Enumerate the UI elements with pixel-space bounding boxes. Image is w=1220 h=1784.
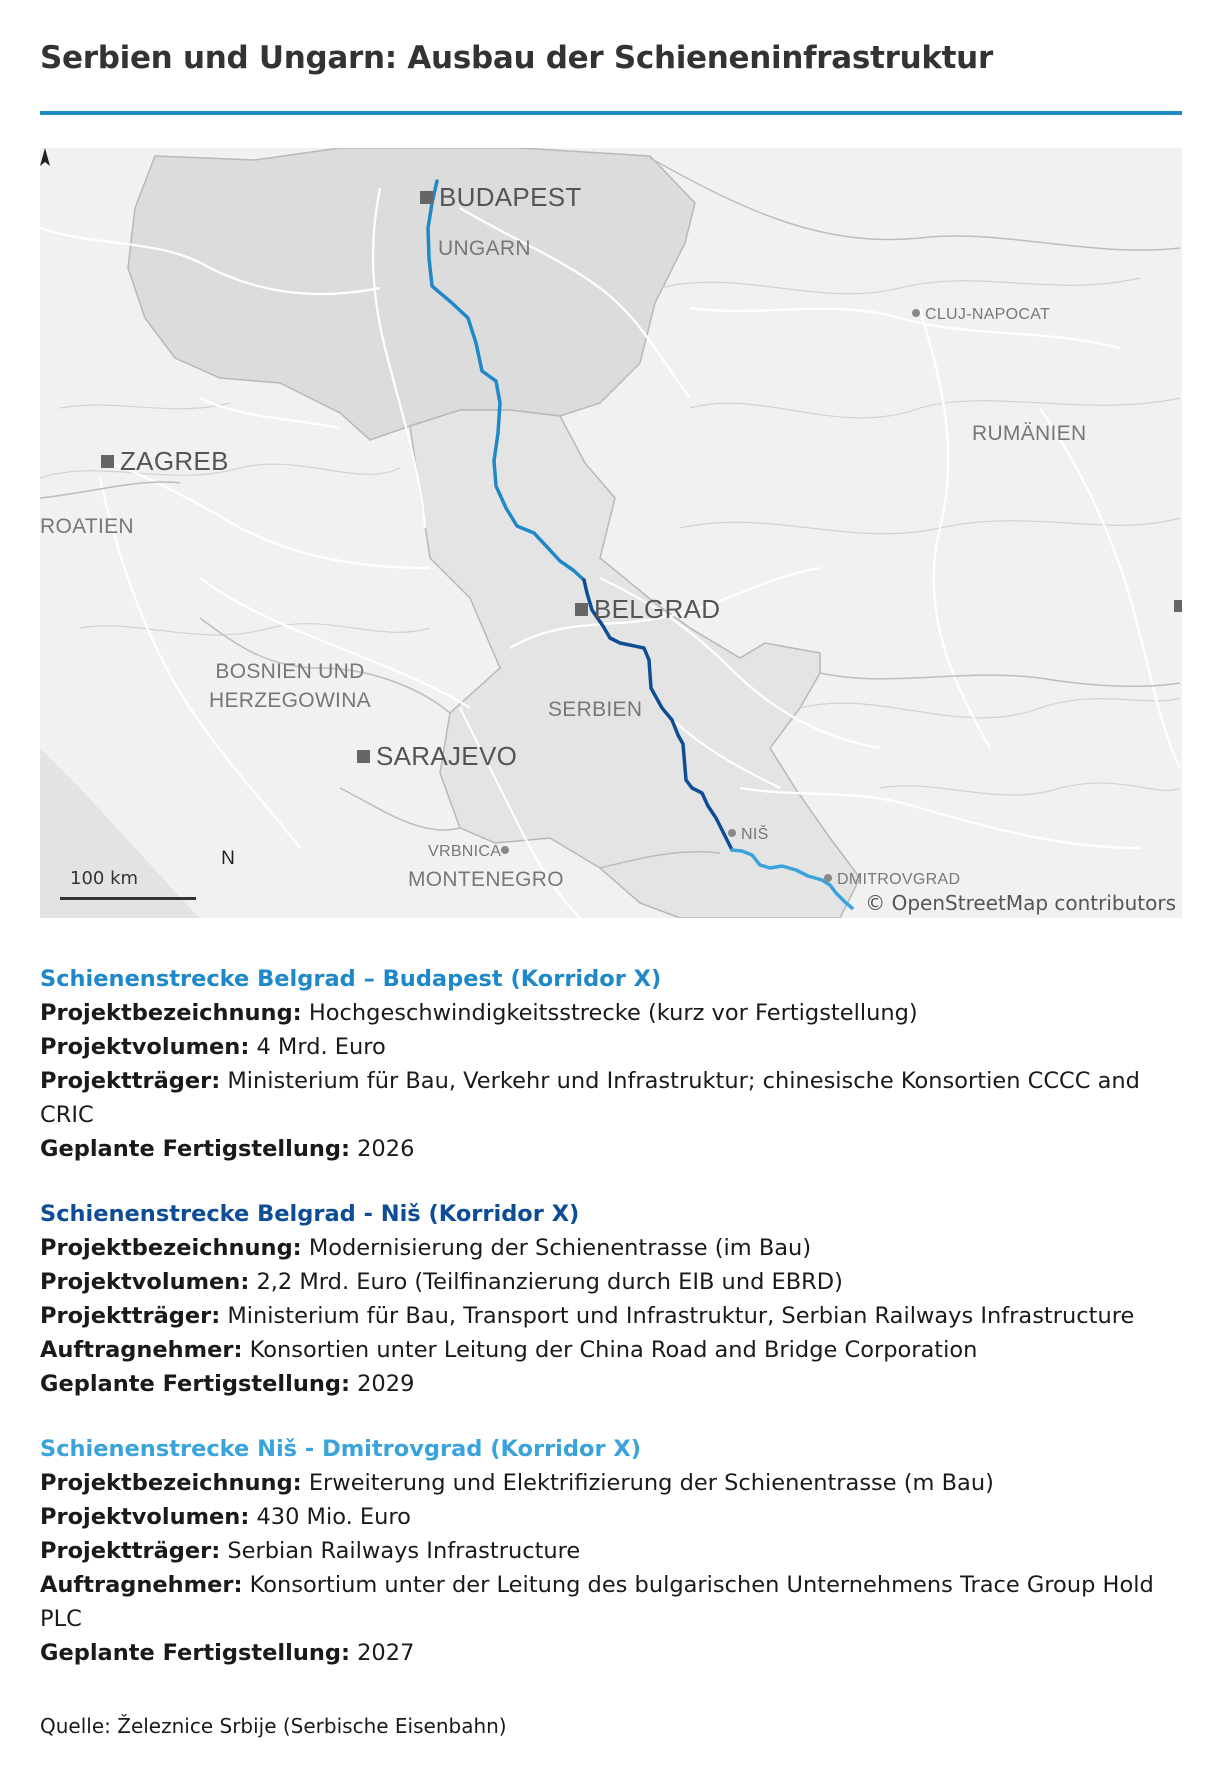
adriatic-sea [40, 748, 200, 918]
country-label-kroatien: ROATIEN [40, 515, 134, 538]
page-title: Serbien und Ungarn: Ausbau der Schieneninfrastruktur [40, 40, 993, 76]
field-value: 2,2 Mrd. Euro (Teilfinanzierung durch EIB und EBRD) [249, 1269, 843, 1295]
field-projektbezeichnung [40, 996, 1182, 1030]
city-budapest[interactable]: BUDAPEST [420, 182, 582, 213]
title-divider [40, 111, 1182, 115]
country-label-ungarn: UNGARN [438, 237, 531, 260]
field-label: Auftragnehmer: [40, 1572, 243, 1598]
city-belgrad[interactable]: BELGRAD [575, 594, 720, 625]
country-label-bosnien-line2: HERZEGOWINA [209, 689, 371, 712]
field-projektvolumen [40, 1500, 1182, 1534]
field-projekttraeger [40, 1064, 1182, 1132]
field-label: Projektträger: [40, 1303, 221, 1329]
offmap-city-marker [1174, 600, 1182, 612]
field-label: Geplante Fertigstellung: [40, 1640, 350, 1666]
field-value: 2027 [349, 1640, 415, 1666]
field-value: Ministerium für Bau, Transport und Infrastruktur, Serbian Railways Infrastructure [220, 1303, 1135, 1329]
field-projektbezeichnung [40, 1466, 1182, 1500]
field-geplante-fertigstellung [40, 1132, 1182, 1166]
country-label-bosnien [200, 657, 380, 715]
section-heading: Schienenstrecke Niš - Dmitrovgrad (Korridor X) [40, 1436, 642, 1462]
serbia-region [410, 410, 860, 918]
section-heading: Schienenstrecke Belgrad - Niš (Korridor X) [40, 1201, 580, 1227]
scale-bar [60, 897, 196, 900]
city-marker-icon [357, 750, 370, 763]
country-label-montenegro: MONTENEGRO [408, 868, 564, 891]
field-value: Modernisierung der Schienentrasse (im Bau) [301, 1235, 812, 1261]
field-label: Projektbezeichnung: [40, 1235, 302, 1261]
north-label: N [221, 848, 235, 869]
field-value: Hochgeschwindigkeitsstrecke (kurz vor Fertigstellung) [301, 1000, 918, 1026]
field-label: Auftragnehmer: [40, 1337, 243, 1363]
field-value: Ministerium für Bau, Verkehr und Infrastruktur; chinesische Konsortien CCCC and CRIC [40, 1068, 1140, 1128]
north-arrow-icon [40, 148, 50, 166]
section-nis-dmitrovgrad [40, 1432, 1182, 1670]
field-projektvolumen [40, 1030, 1182, 1064]
city-marker-icon [101, 455, 114, 468]
field-geplante-fertigstellung [40, 1636, 1182, 1670]
town-dot-icon [501, 846, 509, 854]
country-label-bosnien-line1: BOSNIEN UND [215, 660, 365, 683]
town-cluj-napoca[interactable]: CLUJ-NAPOCAT [912, 306, 1050, 324]
field-label: Projektbezeichnung: [40, 1000, 302, 1026]
field-value: 4 Mrd. Euro [249, 1034, 386, 1060]
map-graphic [40, 148, 1182, 918]
field-label: Projektbezeichnung: [40, 1470, 302, 1496]
town-dot-icon [824, 874, 832, 882]
country-label-rumaenien: RUMÄNIEN [972, 422, 1087, 445]
map[interactable] [40, 148, 1182, 918]
field-value: Erweiterung und Elektrifizierung der Schienentrasse (m Bau) [301, 1470, 994, 1496]
field-label: Geplante Fertigstellung: [40, 1136, 350, 1162]
city-sarajevo[interactable]: SARAJEVO [357, 741, 517, 772]
field-projektvolumen [40, 1265, 1182, 1299]
city-marker-icon [575, 603, 588, 616]
field-label: Geplante Fertigstellung: [40, 1371, 350, 1397]
scale-label: 100 km [70, 868, 139, 889]
field-auftragnehmer [40, 1333, 1182, 1367]
section-belgrad-nis [40, 1197, 1182, 1401]
town-dmitrovgrad[interactable]: DMITROVGRAD [824, 871, 960, 889]
hungary-region [128, 148, 695, 440]
town-dot-icon [728, 829, 736, 837]
field-auftragnehmer [40, 1568, 1182, 1636]
field-projekttraeger [40, 1299, 1182, 1333]
field-label: Projektvolumen: [40, 1034, 250, 1060]
town-dot-icon [912, 309, 920, 317]
field-projekttraeger [40, 1534, 1182, 1568]
field-geplante-fertigstellung [40, 1367, 1182, 1401]
field-value: 2026 [349, 1136, 415, 1162]
field-value: 430 Mio. Euro [249, 1504, 411, 1530]
field-value: Konsortium unter der Leitung des bulgarischen Unternehmens Trace Group Hold PLC [40, 1572, 1154, 1632]
section-belgrad-budapest [40, 962, 1182, 1166]
field-value: Konsortien unter Leitung der China Road and Bridge Corporation [242, 1337, 978, 1363]
field-label: Projektträger: [40, 1068, 221, 1094]
field-label: Projektvolumen: [40, 1269, 250, 1295]
field-value: 2029 [349, 1371, 415, 1397]
map-attribution[interactable]: © OpenStreetMap contributors [859, 889, 1176, 918]
city-zagreb[interactable]: ZAGREB [101, 446, 229, 477]
city-marker-icon [420, 191, 433, 204]
town-vrbnica[interactable]: VRBNICA [428, 843, 514, 861]
section-heading: Schienenstrecke Belgrad – Budapest (Korridor X) [40, 966, 662, 992]
field-label: Projektvolumen: [40, 1504, 250, 1530]
country-label-serbien: SERBIEN [548, 698, 643, 721]
source-note: Quelle: Železnice Srbije (Serbische Eisenbahn) [40, 1714, 507, 1738]
field-label: Projektträger: [40, 1538, 221, 1564]
field-projektbezeichnung [40, 1231, 1182, 1265]
town-nis[interactable]: NIŠ [728, 826, 769, 844]
field-value: Serbian Railways Infrastructure [220, 1538, 581, 1564]
